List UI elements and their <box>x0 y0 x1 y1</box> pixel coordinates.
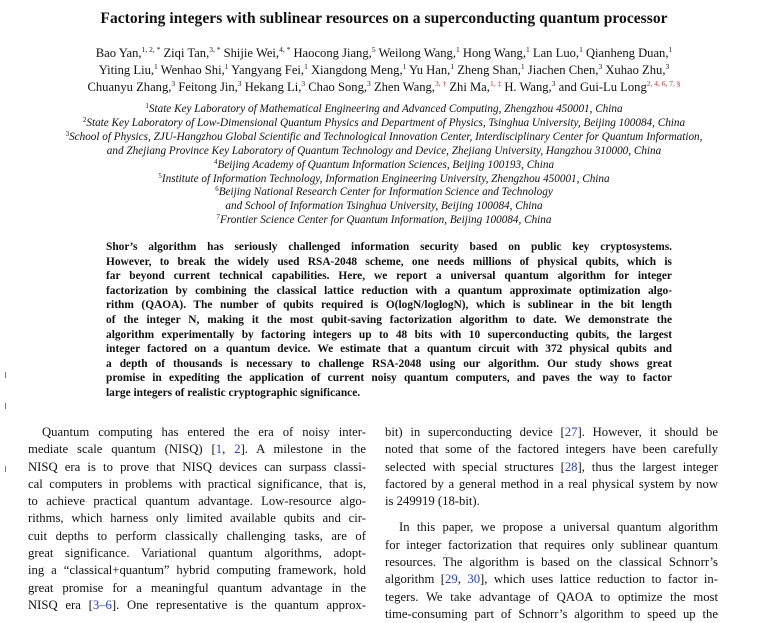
affiliation-line <box>0 131 768 145</box>
author-affiliation-mark: 3 <box>665 62 670 71</box>
affiliation-number: 3 <box>65 129 70 138</box>
body-text-line <box>28 441 366 458</box>
author-affiliation-mark: 3 <box>237 79 242 88</box>
author-name: Feitong Jin, <box>175 80 238 94</box>
body-text-line <box>385 537 718 554</box>
abstract-line: large integers of realistic cryptographic significance. <box>106 386 361 399</box>
author-affiliation-mark: 1, ‡ <box>489 79 502 88</box>
author-affiliation-mark: 3, * <box>209 45 221 54</box>
body-text: rithms, which harness only limited available qubits and cir- <box>28 511 366 526</box>
abstract-line: integer factored on a quantum device. We estimate that a quantum circuit with 372 physical qubits and <box>106 343 672 356</box>
affiliation-line <box>0 186 768 200</box>
body-text: cal computers in problems with practical significance, that is, <box>28 476 366 491</box>
paragraph-gap <box>385 510 718 519</box>
citation-link[interactable]: 28 <box>564 459 578 474</box>
author-affiliation-mark: 5 <box>371 45 376 54</box>
author-affiliation-mark: 4, * <box>279 45 291 54</box>
body-text: ], thus the largest integer <box>577 459 718 474</box>
author-affiliation-mark: 3 <box>301 79 306 88</box>
body-text: is 249919 (18-bit). <box>385 494 480 509</box>
author-name: Jiachen Chen, <box>524 63 599 77</box>
author-name: Xiangdong Meng, <box>307 63 403 77</box>
body-text-line <box>385 459 718 476</box>
body-text: tegers. We take advantage of QAOA to optimize the most <box>385 589 718 604</box>
author-affiliation-mark: 3 <box>551 79 556 88</box>
citation-link[interactable]: 3–6 <box>92 597 112 612</box>
author-name: Qianheng Duan, <box>582 46 669 60</box>
body-text: algorithm [ <box>385 572 446 587</box>
body-text-line <box>385 424 718 441</box>
body-text: ]. One representative is the quantum approx- <box>111 597 366 612</box>
author-affiliation-mark: 3 <box>367 79 371 88</box>
citation-link[interactable]: 2 <box>234 442 241 457</box>
affiliation-text: School of Physics, ZJU-Hangzhou Global Scientific and Technological Innovation Center, Interdisciplinary Center for Quantum Information, <box>69 130 703 143</box>
paper-title: Factoring integers with sublinear resources on a superconducting quantum processor <box>100 10 668 27</box>
body-text: mediate scale quantum (NISQ) [ <box>28 442 216 457</box>
author-name: Zheng Shan, <box>454 63 521 77</box>
affiliation-text: Frontier Science Center for Quantum Information, Beijing 100084, China <box>220 214 552 227</box>
author-affiliation-mark: 1, 2, * <box>141 45 161 54</box>
body-text-line <box>385 493 718 510</box>
abstract-line: Shor’s algorithm has seriously challenged information security based on public key cryptosystems. <box>106 241 672 253</box>
affiliation-line <box>0 117 768 131</box>
affiliation-text: Beijing National Research Center for Information Science and Technology <box>218 186 553 199</box>
body-text-line <box>28 459 366 476</box>
author-name: Zhen Wang, <box>370 80 435 94</box>
author-name: Lan Luo, <box>529 46 580 60</box>
abstract <box>106 240 672 401</box>
affiliation-line <box>0 159 768 173</box>
author-name: Xuhao Zhu, <box>602 63 666 77</box>
body-text: great promise for a meaningful quantum advantage in the <box>28 580 366 595</box>
author-affiliation-mark: 1 <box>520 62 525 71</box>
author-affiliation-mark: 3, † <box>434 79 447 88</box>
body-text-line <box>385 589 718 606</box>
author-name: Wenhao Shi, <box>157 63 225 77</box>
abstract-line: factorization by combining the classical lattice reduction with a quantum approximate optimization algo- <box>106 284 672 297</box>
body-text-line <box>28 476 366 493</box>
body-text-line <box>28 580 366 597</box>
author-affiliation-mark: 1 <box>526 45 530 54</box>
body-text: selected with special structures [ <box>385 459 565 474</box>
author-name: Bao Yan, <box>95 46 142 60</box>
body-text-line <box>28 510 366 527</box>
citation-link[interactable]: 1 <box>215 442 223 457</box>
author-name: Weilong Wang, <box>375 46 456 60</box>
citation-link[interactable]: 29 <box>445 572 458 587</box>
abstract-line: a depth of thousands is necessary to challenge RSA-2048 using our algorithm. Our study shows great <box>106 357 672 370</box>
author-affiliation-mark: 3 <box>598 62 603 71</box>
body-text: In this paper, we propose a universal quantum algorithm <box>399 520 718 535</box>
author-name: Hong Wang, <box>459 46 526 60</box>
body-text-line <box>385 606 718 623</box>
body-text-line <box>28 424 366 441</box>
author-line <box>20 79 748 96</box>
affiliation-number: 1 <box>145 102 149 110</box>
body-text-line <box>28 545 366 562</box>
citation-link[interactable]: 27 <box>564 425 578 439</box>
body-text: bit) in superconducting device [ <box>385 425 565 439</box>
body-text: great significance. Variational quantum algorithms, adopt- <box>28 546 366 561</box>
author-affiliation-mark: 1 <box>154 62 158 71</box>
body-text: time-consuming part of Schnorr’s algorithm to speed up the <box>385 606 718 621</box>
body-column-right <box>385 424 718 623</box>
body-text: for integer factorization that requires only sublinear quantum <box>385 537 718 552</box>
author-affiliation-mark: 2, 4, 6, 7, § <box>646 79 681 88</box>
author-name: H. Wang, <box>501 80 552 94</box>
body-text: to achieve practical quantum advantage. Low-resource algo- <box>28 494 366 509</box>
body-text-line <box>28 493 366 510</box>
author-list <box>20 45 748 96</box>
affiliation-number: 4 <box>213 157 218 166</box>
body-text: ], which uses lattice reduction to factor in- <box>480 572 718 587</box>
affiliation-text: Beijing Academy of Quantum Information Sciences, Beijing 100193, China <box>217 158 555 171</box>
body-text-line <box>28 562 366 579</box>
author-line <box>20 62 748 79</box>
author-name: Yu Han, <box>406 63 451 77</box>
affiliation-text: and School of Information Tsinghua University, Beijing 100084, China <box>225 200 543 213</box>
affiliation-number: 7 <box>216 213 221 222</box>
body-text-line <box>385 441 718 458</box>
affiliation-number: 6 <box>215 185 219 194</box>
author-affiliation-mark: 1 <box>450 62 455 71</box>
abstract-line: far beyond current technical capabilities. Here, we report a universal quantum algorithm for integer <box>106 270 672 283</box>
affiliation-line <box>0 103 768 117</box>
author-name: Ziqi Tan, <box>160 46 210 60</box>
author-affiliation-mark: 1 <box>304 62 308 71</box>
body-text-line <box>385 554 718 571</box>
body-text: , <box>222 442 235 457</box>
body-text: NISQ era [ <box>28 597 93 612</box>
affiliation-number: 2 <box>82 115 87 124</box>
affiliation-text: State Key Laboratory of Low-Dimensional Quantum Physics and Department of Physics, Tsinghua University, Beijing 100084, China <box>86 116 686 129</box>
body-text: ing a “classical+quantum” hybrid computing framework, hold <box>28 563 366 578</box>
affiliation-text: Institute of Information Technology, Information Engineering University, Zhengzhou 450001, China <box>161 172 610 185</box>
abstract-line: rithm (QAOA). The number of qubits required is O(logN/loglogN), which is sublinear in the bit length <box>106 299 672 312</box>
author-affiliation-mark: 1 <box>224 62 229 71</box>
body-text-line <box>28 528 366 545</box>
body-text: noted that some of the factored integers have been carefully <box>385 442 718 457</box>
affiliation-number: 5 <box>158 171 162 180</box>
author-affiliation-mark: 3 <box>171 79 176 88</box>
body-text-line <box>385 571 718 588</box>
author-name: Hekang Li, <box>241 80 302 94</box>
author-name: Yiting Liu, <box>98 63 155 77</box>
margin-mark <box>5 372 6 378</box>
body-text: ]. However, it should be <box>577 425 718 439</box>
margin-mark <box>5 403 6 409</box>
affiliation-text: and Zhejiang Province Key Laboratory of Quantum Technology and Device, Zhejiang University, Hangzhou 310000, China <box>106 144 662 157</box>
author-name: Zhi Ma, <box>446 80 490 94</box>
author-affiliation-mark: 1 <box>455 45 460 54</box>
abstract-line: of the integer N, making it the most qubit-saving factorization algorithm to date. We demonstrate the <box>106 313 672 326</box>
author-name: Chao Song, <box>305 80 368 94</box>
affiliation-list <box>0 103 768 228</box>
abstract-line: However, to break the widely used RSA-2048 scheme, one needs millions of physical qubits, which is <box>106 255 672 268</box>
author-name: Chuanyu Zhang, <box>87 80 172 94</box>
margin-mark <box>5 466 6 472</box>
affiliation-line <box>0 214 768 228</box>
citation-link[interactable]: 30 <box>467 572 481 587</box>
author-affiliation-mark: 1 <box>402 62 407 71</box>
body-text: , <box>457 572 468 587</box>
body-text: factored by a general method in a real physical system by now <box>385 476 718 491</box>
body-text: NISQ era is to prove that NISQ devices can surpass classi- <box>28 459 366 474</box>
author-name: Yangyang Fei, <box>228 63 305 77</box>
affiliation-line <box>0 200 768 214</box>
body-text-line <box>385 519 718 536</box>
affiliation-line <box>0 145 768 159</box>
affiliation-text: State Key Laboratory of Mathematical Engineering and Advanced Computing, Zhengzhou 450001, China <box>148 103 623 115</box>
author-name: Haocong Jiang, <box>290 46 372 60</box>
body-text-line <box>385 476 718 493</box>
body-column-left <box>28 424 366 614</box>
author-line <box>20 45 748 62</box>
abstract-line: algorithm experimentally by factoring integers up to 48 bits with 10 superconducting qubits, the largest <box>106 328 672 341</box>
author-affiliation-mark: 1 <box>668 45 673 54</box>
body-text: resources. The algorithm is based on the classical Schnorr’s <box>385 555 718 570</box>
author-name: Shijie Wei, <box>220 46 280 60</box>
abstract-line: promise in expediting the application of current noisy quantum computers, and paves the way to factor <box>106 372 672 385</box>
body-text: cuit depths to perform classically challenging tasks, are of <box>28 528 366 543</box>
author-name: and Gui-Lu Long <box>555 80 647 94</box>
author-affiliation-mark: 1 <box>579 45 583 54</box>
affiliation-line <box>0 173 768 187</box>
body-text: ]. A milestone in the <box>240 442 367 457</box>
body-text: Quantum computing has entered the era of noisy inter- <box>42 425 366 439</box>
